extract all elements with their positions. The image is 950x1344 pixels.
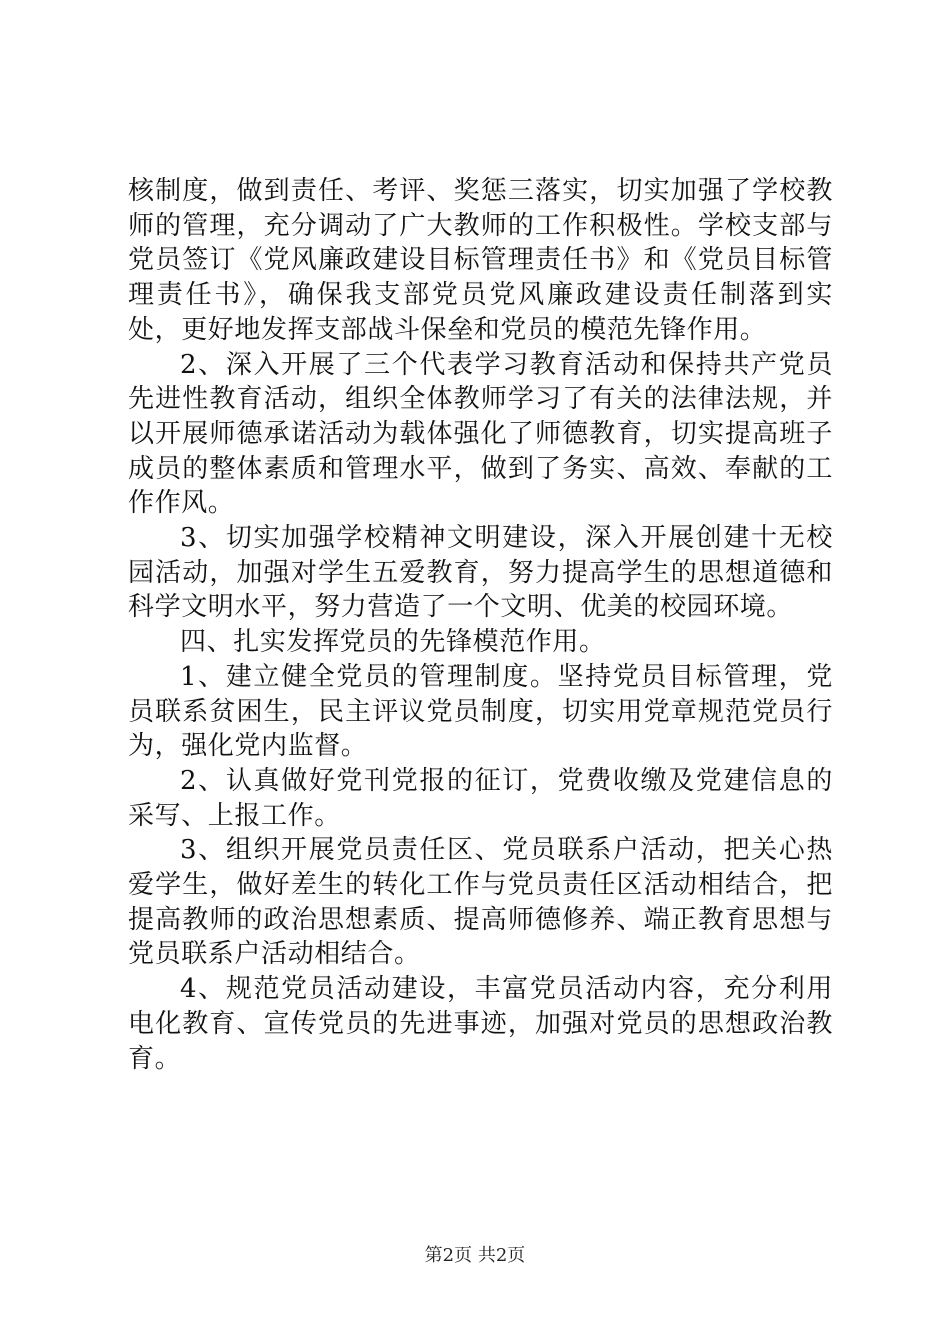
paragraph-section4-item-1: 1、建立健全党员的管理制度。坚持党员目标管理，党员联系贫困生，民主评议党员制度，切实用党章规范党员行为，强化党内监督。 [128,661,833,762]
paragraph-item-2: 2、深入开展了三个代表学习教育活动和保持共产党员先进性教育活动，组织全体教师学习了有关的法律法规，并以开展师德承诺活动为载体强化了师德教育，切实提高班子成员的整体素质和管理水平，做到了务实、高效、奉献的工作作风。 [128,349,833,519]
paragraph-item-3: 3、切实加强学校精神文明建设，深入开展创建十无校园活动，加强对学生五爱教育，努力提高学生的思想道德和科学文明水平，努力营造了一个文明、优美的校园环境。 [128,523,833,623]
paragraph-section4-item-2: 2、认真做好党刊党报的征订，党费收缴及党建信息的采写、上报工作。 [128,765,833,831]
page-number-footer: 第2页 共2页 [424,1245,526,1266]
paragraph-section4-item-4: 4、规范党员活动建设，丰富党员活动内容，充分利用电化教育、宣传党员的先进事迹，加强对党员的思想政治教育。 [128,974,833,1074]
document-body [128,174,833,1076]
paragraph-section4-item-3: 3、组织开展党员责任区、党员联系户活动，把关心热爱学生，做好差生的转化工作与党员责任区活动相结合，把提高教师的政治思想素质、提高师德修养、端正教育思想与党员联系户活动相结合。 [128,835,833,970]
section-heading-four: 四、扎实发挥党员的先锋模范作用。 [180,627,606,658]
paragraph-continuation: 核制度，做到责任、考评、奖惩三落实，切实加强了学校教师的管理，充分调动了广大教师的工作积极性。学校支部与党员签订《党风廉政建设目标管理责任书》和《党员目标管理责任书》，确保我支部党员党风廉政建设责任制落到实处，更好地发挥支部战斗保垒和党员的模范先锋作用。 [128,176,833,345]
